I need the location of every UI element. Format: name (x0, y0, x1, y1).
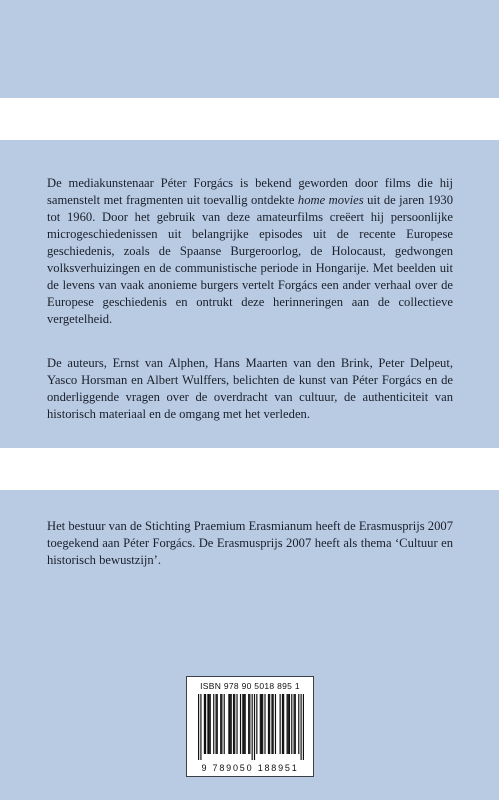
barcode-bar (248, 694, 249, 754)
barcode-bar (287, 694, 288, 754)
barcode-bar (210, 694, 211, 754)
barcode-bar (256, 694, 257, 754)
barcode-bar (200, 694, 201, 760)
description-paragraph-1 (47, 175, 453, 328)
barcode-bar (213, 694, 214, 754)
barcode-bar (229, 694, 230, 754)
barcode-bar (260, 694, 261, 754)
barcode-bar (240, 694, 241, 754)
barcode-bar (233, 694, 234, 754)
barcode-bar (204, 694, 205, 754)
barcode-bar (242, 694, 243, 754)
white-band-bottom (0, 448, 499, 490)
white-band-top (0, 98, 499, 140)
barcode-bar (224, 694, 225, 754)
barcode-bar (215, 694, 216, 754)
barcode-bar (288, 694, 289, 754)
barcode-bar (249, 694, 250, 754)
barcode-bar (280, 694, 281, 754)
barcode-bar (262, 694, 263, 754)
barcode-bar (282, 694, 283, 754)
description-text-b: uit de jaren 1930 tot 1960. Door het gebruik van deze amateurfilms creëert hij persoonlijke microgeschiedenissen uit belangrijke episodes uit de recente Europese geschiedenis, zoals de Spaanse Burgeroorlog, de Holocaust, gedwongen volksverhuizingen en de communistische periode in Hongarije. Met beelden uit de levens van vaak anonieme burgers vertelt Forgács een ander verhaal over de Europese geschiedenis en ontrukt deze herinneringen aan de collectieve vergetelheid. (47, 193, 453, 326)
barcode-bars (198, 694, 304, 760)
barcode-box (186, 676, 314, 777)
barcode-bar (261, 694, 262, 754)
barcode-bar (207, 694, 208, 754)
barcode-bar (289, 694, 290, 754)
barcode-bar (271, 694, 272, 754)
barcode-bar (291, 694, 292, 754)
barcode-bar (275, 694, 276, 754)
barcode-bar (231, 694, 232, 754)
barcode-bar (264, 694, 265, 754)
barcode-bar (234, 694, 235, 754)
award-paragraph: Het bestuur van de Stichting Praemium Erasmianum heeft de Erasmusprijs 2007 toegekend aan Péter Forgács. De Erasmusprijs 2007 heeft als thema ‘Cultuur en historisch bewustzijn’. (47, 519, 453, 567)
barcode-digits: 9 789050 188951 (201, 763, 299, 773)
barcode-bar (228, 694, 229, 754)
barcode-bar (252, 694, 253, 760)
barcode-bar (221, 694, 222, 754)
barcode-bar (273, 694, 274, 754)
isbn-label: ISBN 978 90 5018 895 1 (200, 681, 300, 691)
barcode-bar (217, 694, 218, 754)
barcode-bar (283, 694, 284, 754)
barcode-bar (220, 694, 221, 754)
barcode-bar (298, 694, 299, 754)
authors-paragraph: De auteurs, Ernst van Alphen, Hans Maarten van den Brink, Peter Delpeut, Yasco Horsman en Albert Wulffers, belichten de kunst van Péter Forgács en de onderliggende vragen over de overdracht van cultuur, de authenticiteit van historisch materiaal en de omgang met het verleden. (47, 356, 453, 421)
barcode-bar (294, 694, 295, 754)
barcode-bar (245, 694, 246, 754)
barcode-bar (295, 694, 296, 754)
barcode-bar (269, 694, 270, 754)
barcode-bar (236, 694, 237, 754)
barcode-bar (303, 694, 304, 760)
description-text-a: De mediakunstenaar Péter Forgács is bekend geworden door films die hij samenstelt met fragmenten uit toevallig ontdekte (47, 176, 453, 207)
description-italic-term: home movies (297, 193, 364, 207)
barcode-bar (301, 694, 302, 760)
barcode-bar (254, 694, 255, 760)
barcode-bar (268, 694, 269, 754)
barcode-bar (243, 694, 244, 754)
barcode-bar (198, 694, 199, 760)
barcode-bar (205, 694, 206, 754)
barcode-bar (208, 694, 209, 754)
